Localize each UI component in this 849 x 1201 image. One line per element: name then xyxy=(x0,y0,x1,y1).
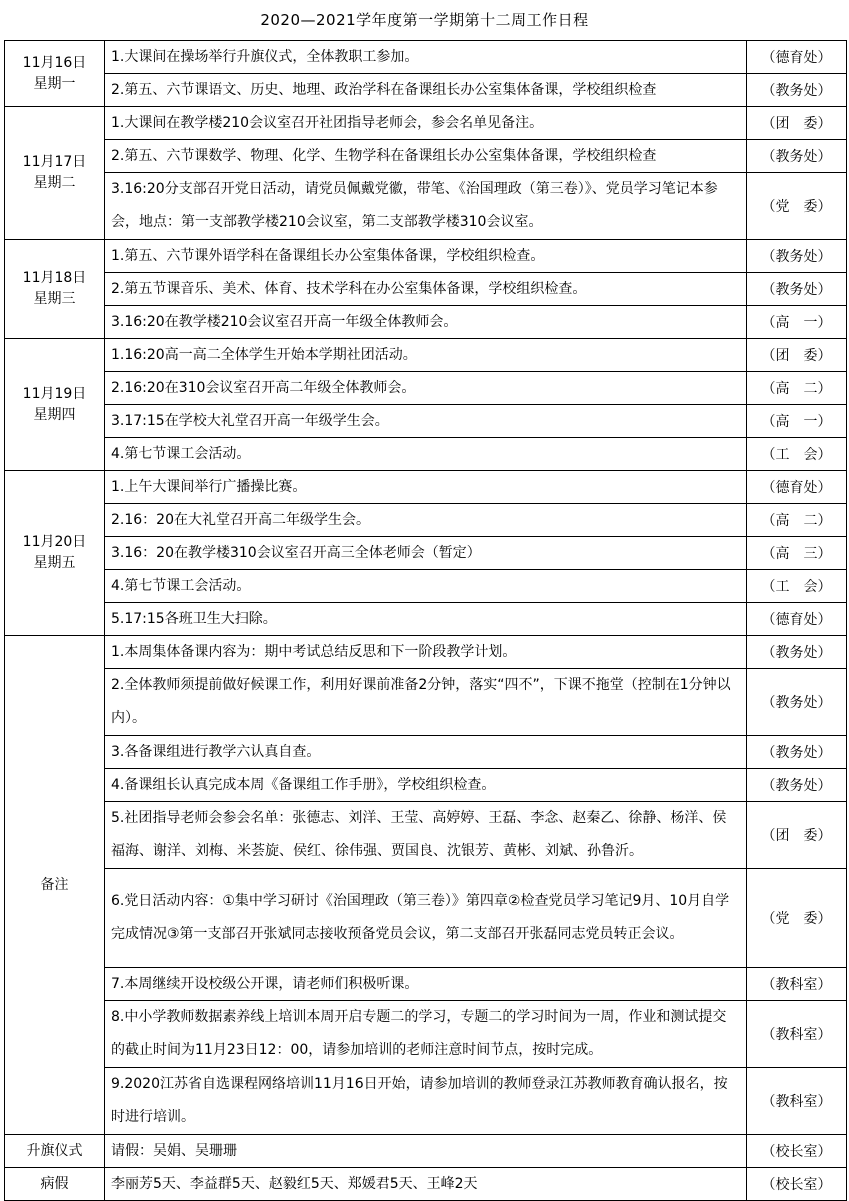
department: （教务处） xyxy=(747,769,847,802)
day-cell-wed xyxy=(5,240,105,339)
note-item: 2.全体教师须提前做好候课工作，利用好课前准备2分钟，落实“四不”，下课不拖堂（控制在1分钟以内）。 xyxy=(105,669,747,736)
department: （教务处） xyxy=(747,273,847,306)
schedule-item: 1.大课间在操场举行升旗仪式，全体教职工参加。 xyxy=(105,41,747,74)
table-row xyxy=(5,107,847,140)
table-row xyxy=(5,570,847,603)
department: （党 委） xyxy=(747,869,847,968)
department: （教务处） xyxy=(747,74,847,107)
day-cell-mon xyxy=(5,41,105,107)
schedule-item: 1.大课间在教学楼210会议室召开社团指导老师会，参会名单见备注。 xyxy=(105,107,747,140)
department: （党 委） xyxy=(747,173,847,240)
table-row xyxy=(5,537,847,570)
day-cell-tue xyxy=(5,107,105,240)
department: （高 三） xyxy=(747,537,847,570)
department: （团 委） xyxy=(747,339,847,372)
schedule-item: 2.第五、六节课数学、物理、化学、生物学科在备课组长办公室集体备课，学校组织检查 xyxy=(105,140,747,173)
day-date: 11月20日 xyxy=(22,534,87,550)
department: （教务处） xyxy=(747,140,847,173)
note-item: 3.各备课组进行教学六认真自查。 xyxy=(105,736,747,769)
schedule-item: 1.第五、六节课外语学科在备课组长办公室集体备课，学校组织检查。 xyxy=(105,240,747,273)
table-row xyxy=(5,74,847,107)
table-row xyxy=(5,471,847,504)
table-row xyxy=(5,173,847,240)
department: （教务处） xyxy=(747,669,847,736)
note-item: 1.本周集体备课内容为：期中考试总结反思和下一阶段教学计划。 xyxy=(105,636,747,669)
table-row xyxy=(5,504,847,537)
day-weekday: 星期一 xyxy=(33,75,76,92)
department: （工 会） xyxy=(747,438,847,471)
day-weekday: 星期四 xyxy=(33,406,76,423)
flag-ceremony-label: 升旗仪式 xyxy=(5,1135,105,1168)
table-row xyxy=(5,405,847,438)
table-row xyxy=(5,968,847,1001)
page-title: 2020—2021学年度第一学期第十二周工作日程 xyxy=(260,11,589,29)
day-weekday: 星期二 xyxy=(33,175,76,191)
department: （教科室） xyxy=(747,1068,847,1135)
day-cell-fri xyxy=(5,471,105,636)
department: （校长室） xyxy=(747,1135,847,1168)
table-row xyxy=(5,140,847,173)
day-weekday: 星期三 xyxy=(33,291,76,307)
note-item: 7.本周继续开设校级公开课，请老师们积极听课。 xyxy=(105,968,747,1001)
note-item: 5.社团指导老师会参会名单：张德志、刘洋、王莹、高婷婷、王磊、李念、赵秦乙、徐静、杨洋、侯福海、谢洋、刘梅、米荟旋、侯红、徐伟强、贾国良、沈银芳、黄彬、刘斌、孙鲁沂。 xyxy=(105,802,747,869)
table-row xyxy=(5,802,847,869)
table-row xyxy=(5,736,847,769)
day-date: 11月19日 xyxy=(22,385,87,402)
schedule-table xyxy=(4,40,847,1201)
department: （德育处） xyxy=(747,41,847,74)
schedule-item: 4.第七节课工会活动。 xyxy=(105,570,747,603)
table-row xyxy=(5,372,847,405)
notes-label: 备注 xyxy=(40,876,69,893)
department: （工 会） xyxy=(747,570,847,603)
department: （高 一） xyxy=(747,405,847,438)
table-row xyxy=(5,1135,847,1168)
department: （高 一） xyxy=(747,306,847,339)
schedule-item: 1.上午大课间举行广播操比赛。 xyxy=(105,471,747,504)
schedule-item: 4.第七节课工会活动。 xyxy=(105,438,747,471)
table-row xyxy=(5,306,847,339)
department: （校长室） xyxy=(747,1168,847,1201)
table-row xyxy=(5,769,847,802)
day-weekday: 星期五 xyxy=(33,555,76,571)
schedule-item: 3.16:20在教学楼210会议室召开高一年级全体教师会。 xyxy=(105,306,747,339)
table-row xyxy=(5,1001,847,1068)
notes-label-cell xyxy=(5,636,105,1135)
table-row xyxy=(5,438,847,471)
department: （团 委） xyxy=(747,107,847,140)
schedule-item: 3.16：20在教学楼310会议室召开高三全体老师会（暂定） xyxy=(105,537,747,570)
department: （教科室） xyxy=(747,1001,847,1068)
sick-leave-label: 病假 xyxy=(5,1168,105,1201)
table-row xyxy=(5,636,847,669)
table-row xyxy=(5,273,847,306)
table-row xyxy=(5,603,847,636)
department: （教务处） xyxy=(747,636,847,669)
table-row xyxy=(5,339,847,372)
note-item: 9.2020江苏省自选课程网络培训11月16日开始，请参加培训的教师登录江苏教师教育确认报名，按时进行培训。 xyxy=(105,1068,747,1135)
department: （高 二） xyxy=(747,372,847,405)
schedule-item: 5.17:15各班卫生大扫除。 xyxy=(105,603,747,636)
department: （教科室） xyxy=(747,968,847,1001)
table-row xyxy=(5,669,847,736)
note-item: 6.党日活动内容：①集中学习研讨《治国理政（第三卷）》第四章②检查党员学习笔记9月、10月自学完成情况③第一支部召开张斌同志接收预备党员会议，第二支部召开张磊同志党员转正会议。 xyxy=(105,869,747,968)
flag-ceremony-text: 请假：吴娟、吴珊珊 xyxy=(105,1135,747,1168)
table-row xyxy=(5,1168,847,1201)
table-row xyxy=(5,869,847,968)
schedule-item: 2.第五、六节课语文、历史、地理、政治学科在备课组长办公室集体备课，学校组织检查 xyxy=(105,74,747,107)
table-row xyxy=(5,41,847,74)
table-row xyxy=(5,1068,847,1135)
table-row xyxy=(5,240,847,273)
department: （团 委） xyxy=(747,802,847,869)
department: （教务处） xyxy=(747,240,847,273)
day-date: 11月16日 xyxy=(22,54,87,71)
day-date: 11月17日 xyxy=(22,154,87,170)
schedule-item: 1.16:20高一高二全体学生开始本学期社团活动。 xyxy=(105,339,747,372)
department: （德育处） xyxy=(747,603,847,636)
department: （教务处） xyxy=(747,736,847,769)
schedule-item: 3.16:20分支部召开党日活动，请党员佩戴党徽，带笔、《治国理政（第三卷）》、党员学习笔记本参会，地点：第一支部教学楼210会议室，第二支部教学楼310会议室。 xyxy=(105,173,747,240)
department: （德育处） xyxy=(747,471,847,504)
schedule-item: 3.17:15在学校大礼堂召开高一年级学生会。 xyxy=(105,405,747,438)
schedule-item: 2.16:20在310会议室召开高二年级全体教师会。 xyxy=(105,372,747,405)
sick-leave-text: 李丽芳5天、李益群5天、赵毅红5天、郑媛君5天、王峰2天 xyxy=(105,1168,747,1201)
note-item: 8.中小学教师数据素养线上培训本周开启专题二的学习，专题二的学习时间为一周，作业和测试提交的截止时间为11月23日12：00，请参加培训的老师注意时间节点，按时完成。 xyxy=(105,1001,747,1068)
schedule-item: 2.16：20在大礼堂召开高二年级学生会。 xyxy=(105,504,747,537)
schedule-item: 2.第五节课音乐、美术、体育、技术学科在办公室集体备课，学校组织检查。 xyxy=(105,273,747,306)
department: （高 二） xyxy=(747,504,847,537)
day-cell-thu xyxy=(5,339,105,471)
note-item: 4.备课组长认真完成本周《备课组工作手册》，学校组织检查。 xyxy=(105,769,747,802)
day-date: 11月18日 xyxy=(22,270,87,286)
